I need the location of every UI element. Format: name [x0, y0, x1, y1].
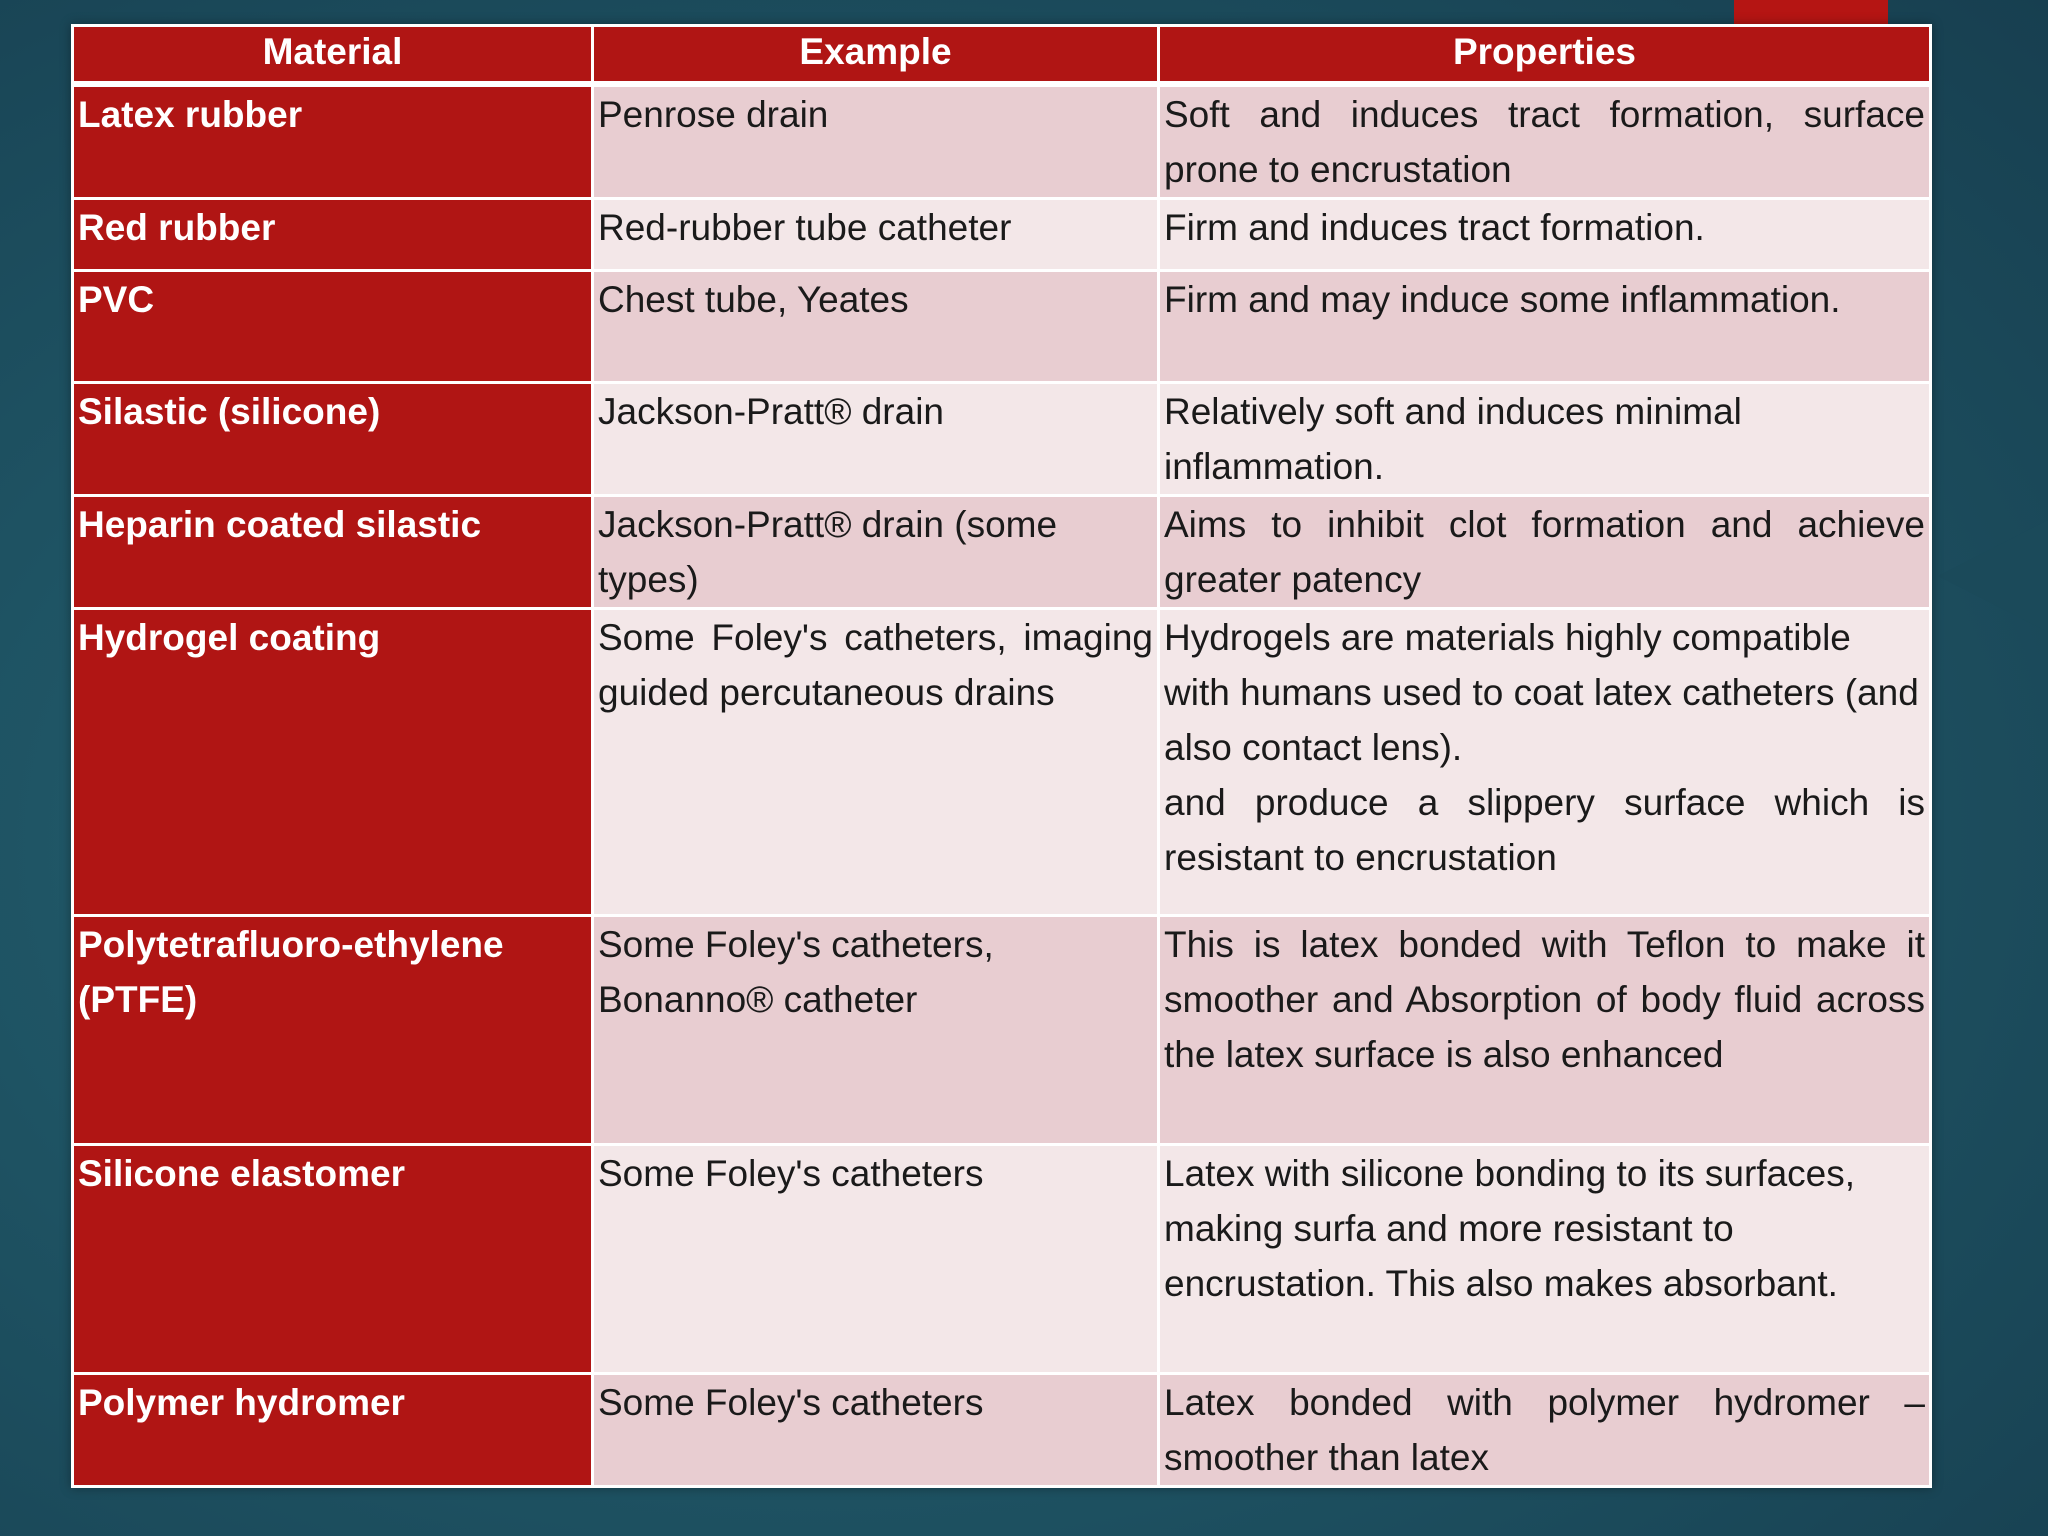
- properties-cell: Latex with silicone bonding to its surfaces, making surfa and more resistant to encrustation. This also makes absorbant.: [1159, 1144, 1931, 1373]
- accent-bar: [1734, 0, 1888, 24]
- properties-cell: [1159, 608, 1931, 915]
- material-cell: Hydrogel coating: [73, 608, 593, 915]
- table-row: [73, 1373, 1931, 1486]
- example-cell: Jackson-Pratt® drain: [593, 382, 1159, 495]
- table-row: [73, 608, 1931, 915]
- properties-cell: This is latex bonded with Teflon to make it smoother and Absorption of body fluid across the latex surface is also enhanced: [1159, 915, 1931, 1144]
- example-cell: Some Foley's catheters, Bonanno® catheter: [593, 915, 1159, 1144]
- example-cell: Some Foley's catheters, imaging guided percutaneous drains: [593, 608, 1159, 915]
- example-cell: Some Foley's catheters: [593, 1144, 1159, 1373]
- header-material: Material: [73, 26, 593, 84]
- properties-text-continued: and produce a slippery surface which is resistant to encrustation: [1164, 781, 1925, 878]
- properties-cell: Aims to inhibit clot formation and achieve greater patency: [1159, 495, 1931, 608]
- example-cell: Red-rubber tube catheter: [593, 198, 1159, 270]
- properties-text: Hydrogels are materials highly compatible with humans used to coat latex catheters (and also contact lens).: [1164, 616, 1919, 768]
- table-row: [73, 495, 1931, 608]
- example-cell: Penrose drain: [593, 84, 1159, 199]
- properties-cell: Relatively soft and induces minimal inflammation.: [1159, 382, 1931, 495]
- table-row: [73, 270, 1931, 382]
- table-row: [73, 84, 1931, 199]
- table-row: [73, 198, 1931, 270]
- table-row: [73, 382, 1931, 495]
- material-cell: PVC: [73, 270, 593, 382]
- material-cell: Latex rubber: [73, 84, 593, 199]
- header-example: Example: [593, 26, 1159, 84]
- header-properties: Properties: [1159, 26, 1931, 84]
- material-cell: Heparin coated silastic: [73, 495, 593, 608]
- header-row: [73, 26, 1931, 84]
- example-cell: Chest tube, Yeates: [593, 270, 1159, 382]
- properties-cell: Soft and induces tract formation, surface prone to encrustation: [1159, 84, 1931, 199]
- example-cell: Some Foley's catheters: [593, 1373, 1159, 1486]
- decorative-arrow: [1938, 520, 2048, 632]
- properties-cell: Firm and may induce some inflammation.: [1159, 270, 1931, 382]
- materials-table: [71, 24, 1932, 1488]
- table-row: [73, 915, 1931, 1144]
- material-cell: Polymer hydromer: [73, 1373, 593, 1486]
- properties-cell: Latex bonded with polymer hydromer – smoother than latex: [1159, 1373, 1931, 1486]
- example-cell: Jackson-Pratt® drain (some types): [593, 495, 1159, 608]
- material-cell: Red rubber: [73, 198, 593, 270]
- properties-cell: Firm and induces tract formation.: [1159, 198, 1931, 270]
- material-cell: Silastic (silicone): [73, 382, 593, 495]
- material-cell: Silicone elastomer: [73, 1144, 593, 1373]
- table-row: [73, 1144, 1931, 1373]
- material-cell: Polytetrafluoro-ethylene (PTFE): [73, 915, 593, 1144]
